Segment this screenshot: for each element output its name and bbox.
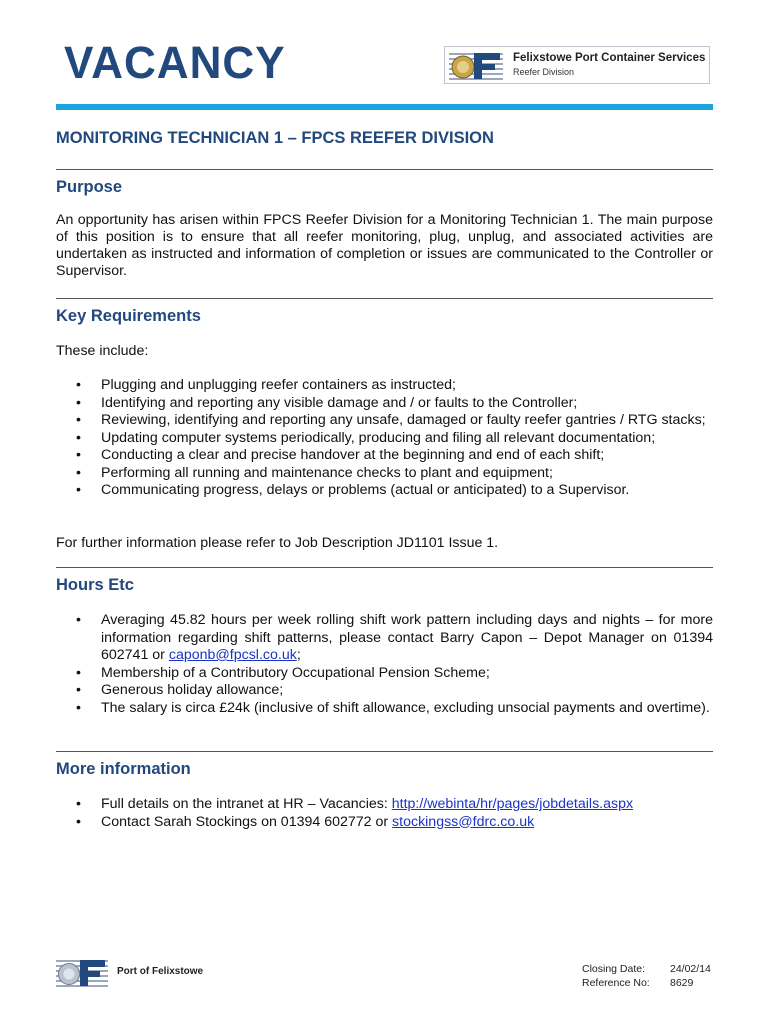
bullet-icon: • [76,447,81,463]
job-title: MONITORING TECHNICIAN 1 – FPCS REEFER DIVISION [56,129,494,147]
bullet-icon: • [76,464,81,481]
bullet-icon: • [76,412,81,428]
list-item [56,447,713,465]
hours-shift-text: Averaging 45.82 hours per week rolling shift work pattern including days and nights – for more information regarding shift patterns, please contact Barry Capon – Depot Manager on 01394 602741 or [101,612,713,663]
list-item [56,430,713,448]
closing-date-row [582,962,730,976]
hours-list [56,612,713,717]
closing-date-value: 24/02/14 [670,963,711,975]
list-item [56,395,713,413]
more-info-heading: More information [56,760,191,778]
closing-date-label: Closing Date: [582,963,646,975]
bullet-icon: • [76,612,81,628]
list-item [56,465,713,483]
key-requirements-intro: These include: [56,343,149,359]
port-name: Port of Felixstowe [117,966,204,977]
bullet-icon: • [76,813,81,830]
more-info-list [56,796,713,831]
contact-text: Contact Sarah Stockings on 01394 602772 or [101,813,393,830]
fpcs-logo [444,46,710,84]
key-requirements-heading: Key Requirements [56,307,201,325]
closing-reference-block [582,962,730,990]
job-description-reference: For further information please refer to Job Description JD1101 Issue 1. [56,535,499,551]
intranet-job-link[interactable]: http://webinta/hr/pages/jobdetails.aspx [391,796,634,812]
list-item-text: Plugging and unplugging reefer containers as instructed; [101,377,456,393]
purpose-heading: Purpose [56,178,123,196]
section-divider [56,567,713,568]
list-item-text: Reviewing, identifying and reporting any unsafe, damaged or faulty reefer gantries / RTG stacks; [101,412,706,428]
list-item-text: Identifying and reporting any visible damage and / or faults to the Controller; [101,394,578,411]
list-item-text: Performing all running and maintenance checks to plant and equipment; [101,464,553,481]
list-item [56,665,713,683]
bullet-icon: • [76,796,81,812]
reference-no-value: 8629 [670,977,694,989]
bullet-icon: • [76,429,81,446]
list-item-text: Generous holiday allowance; [101,682,284,698]
header-accent-bar [56,104,713,110]
list-item [56,612,713,665]
bullet-icon: • [76,682,81,698]
list-item [56,796,713,814]
list-item [56,412,713,430]
bullet-icon: • [76,664,81,681]
hours-shift-tail: ; [296,647,301,663]
list-item-text: Updating computer systems periodically, producing and filing all relevant documentation; [101,429,656,446]
bullet-icon: • [76,482,81,498]
list-item [56,377,713,395]
reference-no-row [582,976,730,990]
list-item-text: The salary is circa £24k (inclusive of shift allowance, excluding unsocial payments and overtime). [101,699,710,716]
bullet-icon: • [76,377,81,393]
bullet-icon: • [76,394,81,411]
intranet-text: Full details on the intranet at HR – Vacancies: [101,796,392,812]
port-of-felixstowe-logo-icon [54,956,110,990]
list-item [56,700,713,718]
stockingss-email-link[interactable]: stockingss@fdrc.co.uk [392,813,535,830]
key-requirements-list [56,377,713,500]
hours-heading: Hours Etc [56,576,134,594]
org-division: Reefer Division [513,67,575,77]
bullet-icon: • [76,699,81,716]
vacancy-banner: VACANCY [64,37,286,88]
list-item-text: Membership of a Contributory Occupational Pension Scheme; [101,664,490,681]
list-item [56,682,713,700]
section-divider [56,298,713,299]
list-item-text: Conducting a clear and precise handover at the beginning and end of each shift; [101,447,605,463]
fpcs-logo-mark-icon [447,49,505,83]
list-item [56,482,713,500]
org-name: Felixstowe Port Container Services [513,52,706,64]
section-divider [56,751,713,752]
reference-no-label: Reference No: [582,977,650,989]
section-divider [56,169,713,170]
caponb-email-link[interactable]: caponb@fpcsl.co.uk [168,647,297,663]
list-item-text: Communicating progress, delays or problems (actual or anticipated) to a Supervisor. [101,482,630,498]
list-item [56,814,713,832]
purpose-text: An opportunity has arisen within FPCS Reefer Division for a Monitoring Technician 1. The main purpose of this position is to ensure that all reefer monitoring, plug, unplug, and associated activities are undertaken as instructed and information of completion or issues are communicated to the Controller or Supervisor. [56,212,713,279]
